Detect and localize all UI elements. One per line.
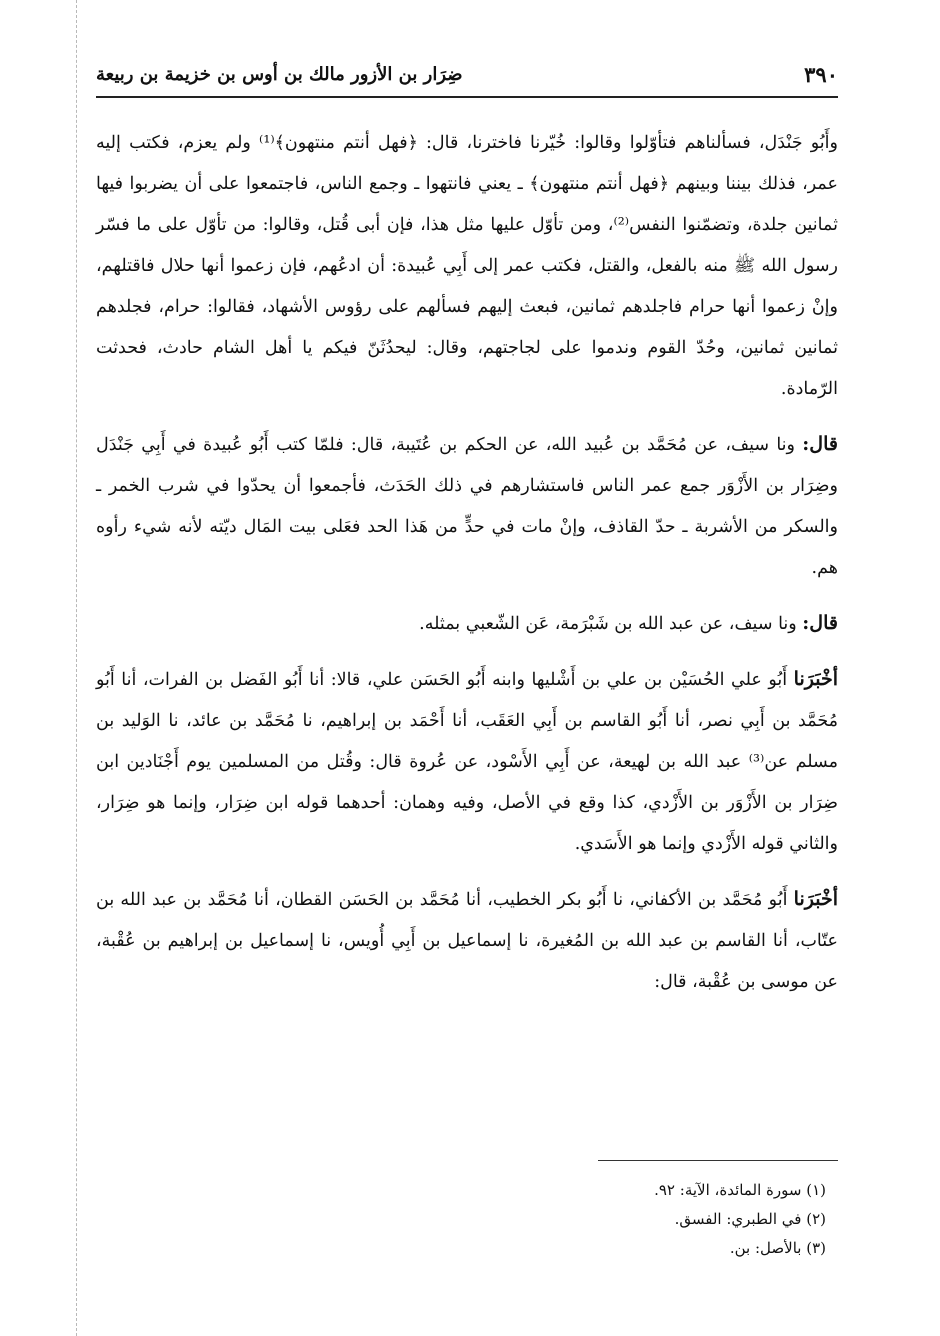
paragraph: [96, 659, 838, 865]
paragraph: [96, 879, 838, 1003]
paragraph-lead: أخْبَرَنا: [793, 668, 838, 690]
paragraph-lead: أخْبَرَنا: [793, 888, 838, 910]
footnote-rule: [598, 1160, 838, 1161]
paragraph: [96, 424, 838, 589]
paragraph: [96, 122, 838, 410]
running-header: [96, 56, 838, 92]
page-number: ٣٩٠: [804, 61, 838, 87]
paragraph-text: أَبُو علي الحُسَيْن بن علي بن أَشْليها وابنه أَبُو الحَسَن علي، قالا: أنا أَبُو الفَضل بن الفرات، أنا أَبُو مُحَمَّد بن أَبِي نصر، أنا أَبُو القاسم بن أَبِي العَقَب، أنا أَحْمَد بن إبراهيم، نا مُحَمَّد بن عائد، نا الوَليد بن مسلم عن⁽³⁾ عبد الله بن لهيعة، عن أَبِي الأَسْود، عن عُروة قال: وقُتل من المسلمين يوم أَجْنَادين ابن ضِرَار بن الأَزْوَر بن الأَزْدي، كذا وقع في الأصل، وفيه وهمان: أحدهما قوله ابن ضِرَار، وإنما هو ضِرَار، والثاني قوله الأَزْدي وإنما هو الأَسَدي.: [96, 670, 838, 854]
paragraph-lead: قال:: [802, 612, 838, 634]
footnote: (١) سورة المائدة، الآية: ٩٢.: [654, 1181, 826, 1199]
running-title: ضِرَار بن الأزور مالك بن أوس بن خزيمة بن ربيعة: [96, 63, 463, 85]
footnote: (٣) بالأصل: بن.: [729, 1239, 826, 1257]
paragraph-text: أَبُو مُحَمَّد بن الأكفاني، نا أَبُو بكر الخطيب، أنا مُحَمَّد بن الحَسَن القطان، أنا مُحَمَّد بن عبد الله بن عتّاب، أنا القاسم بن عبد الله بن المُغيرة، نا إسماعيل بن أَبِي أُويس، نا إسماعيل بن إبراهيم بن عُقْبة، عن موسى بن عُقْبة، قال:: [96, 890, 838, 992]
footnote: (٢) في الطبري: الفسق.: [674, 1210, 826, 1228]
paragraph-text: وأَبُو جَنْدَل، فسألناهم فتأوّلوا وقالوا: خُيّرنا فاخترنا، قال: ﴿فهل أنتم منتهون﴾⁽¹⁾ ولم يعزم، فكتب إليه عمر، فذلك بيننا وبينهم ﴿فهل أنتم منتهون﴾ ـ يعني فانتهوا ـ وجمع الناس، فاجتمعوا على أن يضربوا فيها ثمانين جلدة، وتضمّنوا النفس⁽²⁾، ومن تأوّل عليها مثل هذا، فإن أبى قُتل، وقالوا: من تأوّل على ما فسّر رسول الله ﷺ منه بالفعل، والقتل، فكتب عمر إلى أَبِي عُبيدة: أن ادعُهم، فإن زعموا أنها حلال فاقتلهم، وإنْ زعموا أنها حرام فاجلدهم ثمانين، فبعث إليهم فسألهم على رؤوس الأشهاد، فقالوا: حرام، فجلدهم ثمانين ثمانين، وحُدّ القوم وندموا على لجاجتهم، وقال: ليحدُثَنّ فيكم يا أهل الشام حادث، فحدثت الرّمادة.: [96, 133, 838, 399]
paragraph-lead: قال:: [802, 433, 838, 455]
header-rule: [96, 96, 838, 98]
scan-fold-line: [76, 0, 77, 1336]
footnotes: [96, 1176, 826, 1263]
paragraph-text: ونا سيف، عن عبد الله بن شَبْرَمة، عَن الشّعبي بمثله.: [419, 614, 803, 634]
paragraph-text: ونا سيف، عن مُحَمَّد بن عُبيد الله، عن الحكم بن عُتَيبة، قال: فلمّا كتب أَبُو عُبيدة في أَبِي جَنْدَل وضِرَار بن الأَزْوَر جمع عمر الناس فاستشارهم في ذلك الحَدَث، فأجمعوا أن يحدّوا في شرب الخمر ـ والسكر من الأشربة ـ حدّ القاذف، وإنْ مات في حدٍّ من هَذا الحد فعَلى بيت المَال ديّته لأنه شيء رأوه هم.: [96, 435, 838, 578]
paragraph: [96, 603, 838, 645]
main-text: [96, 122, 838, 1003]
